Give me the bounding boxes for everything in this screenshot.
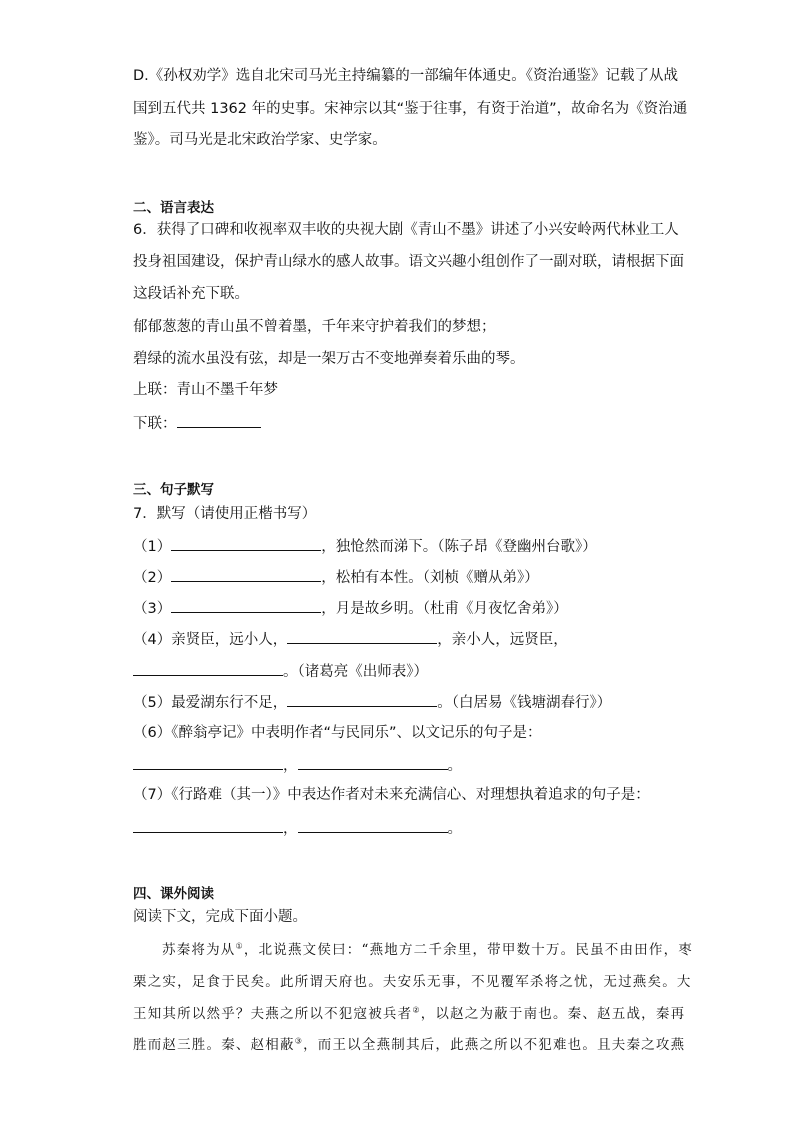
q7-item-6-period: 。 [447, 758, 462, 774]
q7-item-7-comma: ， [283, 821, 298, 837]
footnote-marker-3: ③ [294, 1036, 304, 1046]
q7-item-2 [133, 566, 539, 588]
passage-line1: 郁郁葱葱的青山虽不曾着墨，千年来守护着我们的梦想； [133, 319, 496, 335]
q6-line3: 这段话补充下联。 [133, 286, 249, 302]
q6-line2: 投身祖国建设，保护青山绿水的感人故事。语文兴趣小组创作了一副对联，请根据下面 [133, 254, 684, 270]
footnote-marker-2: ② [412, 1005, 421, 1015]
q7-item-7-period: 。 [447, 821, 462, 837]
q7-item-3-blank[interactable] [171, 597, 321, 613]
q7-item-4-blank-1[interactable] [287, 628, 437, 644]
q7-item-3-number: （3） [133, 601, 172, 617]
classical-text-line1b: ，北说燕文侯曰：“燕地方二千余里，带甲数十万。民虽不由田作，枣 [243, 942, 693, 958]
classical-text-line3a: 王知其所以然乎？夫燕之所以不犯寇被兵者 [133, 1006, 413, 1022]
q7-item-6-blank-1[interactable] [133, 754, 283, 770]
q7-item-7-blank-2[interactable] [298, 817, 448, 833]
q7-item-7-answer [133, 817, 462, 839]
classical-text-line1a: 苏秦将为从 [162, 942, 236, 958]
classical-text-line4b: ，而王以全燕制其后，此燕之所以不犯难也。且夫秦之攻燕 [303, 1037, 686, 1053]
q7-item-4-mid: ，亲小人，远贤臣， [437, 632, 568, 648]
q5-option-d-line3: 鉴》。司马光是北宋政治学家、史学家。 [133, 132, 387, 148]
section2-heading: 二、语言表达 [133, 200, 214, 216]
section4-intro: 阅读下文，完成下面小题。 [133, 909, 307, 925]
passage-line2: 碧绿的流水虽没有弦，却是一架万古不变地弹奏着乐曲的琴。 [133, 351, 525, 367]
section3-heading: 三、句子默写 [133, 482, 214, 498]
classical-text-line2: 栗之实，足食于民矣。此所谓天府也。夫安乐无事，不见覆军杀将之忧，无过燕矣。大 [133, 974, 692, 990]
classical-text-line4a: 胜而赵三胜。秦、赵相蔽 [133, 1037, 295, 1053]
q7-item-4-line1 [133, 628, 568, 650]
q7-item-4-head: （4）亲贤臣，远小人， [133, 632, 288, 648]
classical-text-line3 [133, 1004, 685, 1024]
footnote-marker-1: ① [235, 941, 244, 951]
q7-item-2-number: （2） [133, 570, 172, 586]
q7-intro: 7．默写（请使用正楷书写） [133, 506, 317, 522]
q7-item-1-text: ，独怆然而涕下。（陈子昂《登幽州台歌》） [321, 539, 597, 555]
lower-couplet-label: 下联： [133, 416, 177, 432]
q7-item-1 [133, 535, 597, 557]
classical-text-line1 [162, 940, 693, 960]
q7-item-5 [133, 691, 611, 713]
classical-text-line3b: ，以赵之为蔽于南也。秦、赵五战，秦再 [420, 1006, 686, 1022]
q7-item-5-blank[interactable] [287, 691, 437, 707]
lower-couplet-blank[interactable] [177, 412, 261, 428]
q5-option-d-line1: D.《孙权劝学》选自北宋司马光主持编纂的一部编年体通史。《资治通鉴》记载了从战 [133, 68, 679, 84]
q7-item-1-blank[interactable] [171, 535, 321, 551]
q7-item-4-tail: 。（诸葛亮《出师表》） [283, 664, 428, 680]
q7-item-7-blank-1[interactable] [133, 817, 283, 833]
q7-item-2-text: ，松柏有本性。（刘桢《赠从弟》） [321, 570, 539, 586]
upper-couplet: 上联：青山不墨千年梦 [133, 382, 278, 398]
section4-heading: 四、课外阅读 [133, 886, 214, 902]
q7-item-3 [133, 597, 568, 619]
q6-line1: 6．获得了口碑和收视率双丰收的央视大剧《青山不墨》讲述了小兴安岭两代林业工人 [133, 222, 679, 238]
q7-item-4-blank-2[interactable] [133, 660, 283, 676]
q7-item-5-head: （5）最爱湖东行不足， [133, 695, 288, 711]
q5-option-d-line2: 国到五代共 1362 年的史事。宋神宗以其“鉴于往事，有资于治道”，故命名为《资治通 [133, 101, 688, 117]
q7-item-6-answer [133, 754, 462, 776]
q7-item-6-comma: ， [283, 758, 298, 774]
q7-item-4-line2 [133, 660, 428, 682]
q7-item-5-tail: 。（白居易《钱塘湖春行》） [437, 695, 612, 711]
q7-item-6-blank-2[interactable] [298, 754, 448, 770]
q7-item-7-prompt: （7）《行路难（其一）》中表达作者对未来充满信心、对理想执着追求的句子是： [133, 787, 650, 803]
q7-item-6-prompt: （6）《醉翁亭记》中表明作者“与民同乐”、以文记乐的句子是： [133, 725, 542, 741]
q7-item-2-blank[interactable] [171, 566, 321, 582]
q7-item-3-text: ，月是故乡明。（杜甫《月夜忆舍弟》） [321, 601, 568, 617]
classical-text-line4 [133, 1035, 685, 1055]
q7-item-1-number: （1） [133, 539, 172, 555]
lower-couplet [133, 412, 261, 434]
